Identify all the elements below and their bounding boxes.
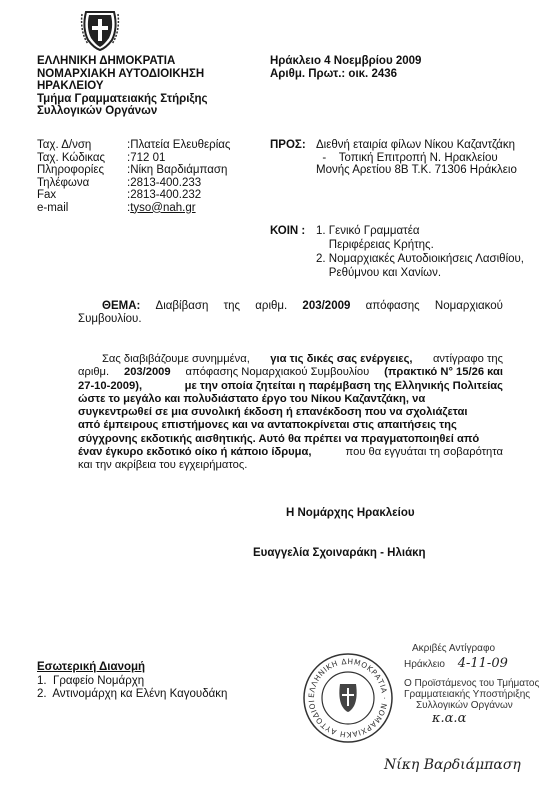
contact-info bbox=[37, 139, 230, 214]
svg-text:ΕΛΛΗΝΙΚΗ ΔΗΜΟΚΡΑΤΙΑ · ΝΟΜΑΡΧΙΑ: ΕΛΛΗΝΙΚΗ ΔΗΜΟΚΡΑΤΙΑ · ΝΟΜΑΡΧΙΑΚΗ ΑΥΤΟΔΙΟΙ bbox=[306, 656, 390, 740]
copy-line: Συλλογικών Οργάνων bbox=[416, 700, 513, 711]
subject-word: της bbox=[223, 300, 241, 312]
contact-value: :712 01 bbox=[127, 151, 166, 164]
body-text-bold: με την οποία ζητείται η παρέμβαση της Ελληνικής Πολιτείας bbox=[184, 379, 503, 392]
contact-label: Τηλέφωνα bbox=[37, 176, 90, 189]
subject-word: αριθμ. bbox=[255, 300, 288, 312]
body-text: απόφασης Νομαρχιακού Συμβουλίου bbox=[185, 366, 370, 379]
contact-row bbox=[37, 177, 230, 190]
document-date: Ηράκλειο 4 Νοεμβρίου 2009 bbox=[270, 55, 422, 67]
authority-line: ΗΡΑΚΛΕΙΟΥ bbox=[37, 80, 104, 92]
official-round-seal bbox=[302, 652, 394, 744]
authority-line: Συλλογικών Οργάνων bbox=[37, 105, 158, 117]
body-text-bold: 203/2009 bbox=[123, 366, 171, 379]
distribution-item: 2. Αντινομάρχη κα Ελένη Καγουδάκη bbox=[37, 688, 228, 700]
greek-coat-of-arms-icon bbox=[78, 6, 122, 52]
body-text-bold: (πρακτικό Ν° 15/26 και bbox=[384, 366, 503, 379]
cc-line: Περιφέρειας Κρήτης. bbox=[316, 239, 434, 251]
document-reference bbox=[270, 55, 421, 80]
letter-body bbox=[78, 353, 503, 473]
subject-word: απόφασης bbox=[365, 300, 420, 312]
body-line: και την ακρίβεια του εγχειρήματος. bbox=[78, 459, 248, 472]
recipient-block bbox=[270, 139, 517, 177]
contact-label: Ταχ. Δ/νση bbox=[37, 139, 92, 151]
contact-value: :2813-400.233 bbox=[127, 176, 202, 189]
authority-line: Τμήμα Γραμματειακής Στήριξης bbox=[37, 92, 208, 105]
contact-row bbox=[37, 202, 230, 215]
subject-line-2: Συμβουλίου. bbox=[78, 313, 142, 325]
body-text: αντίγραφο της bbox=[432, 353, 503, 365]
cc-line: Ρεθύμνου και Χανίων. bbox=[316, 267, 442, 279]
contact-row bbox=[37, 164, 230, 177]
recipient-label: ΠΡΟΣ: bbox=[270, 139, 306, 151]
internal-distribution bbox=[37, 661, 227, 702]
body-text: που θα εγγυάται τη σοβαρότητα bbox=[345, 446, 503, 459]
cc-block bbox=[270, 224, 524, 280]
email-prefix: : bbox=[127, 201, 131, 214]
decision-number: 203/2009 bbox=[302, 300, 351, 312]
body-line: συγκεντρωθεί σε μια συνολική έκδοση ή επανέκδοση που να σχολιάζεται bbox=[78, 406, 468, 419]
distribution-title: Εσωτερική Διανομή bbox=[37, 661, 146, 673]
contact-label: e-mail bbox=[37, 201, 69, 214]
copy-date-label: Ηράκλειο bbox=[404, 659, 445, 670]
signatory-title: Η Νομάρχης Ηρακλείου bbox=[286, 507, 415, 519]
subject-word: Νομαρχιακού bbox=[434, 300, 503, 312]
body-line: από έμπειρους επιστήμονες και να ανταποκρίνεται στις απαιτήσεις της bbox=[78, 419, 457, 432]
copy-line: Γραμματειακής Υποστήριξης bbox=[404, 689, 531, 700]
copy-date-row bbox=[404, 656, 539, 672]
recipient-line: Διεθνή εταιρία φίλων Νίκου Καζαντζάκη bbox=[316, 139, 515, 151]
copy-initials: κ.α.α bbox=[432, 711, 467, 726]
body-text-bold: 27-10-2009), bbox=[78, 379, 143, 392]
body-line: ώστε το μεγάλο και πολυδιάστατο έργο του Νίκου Καζαντζάκη, να bbox=[78, 392, 426, 405]
cc-line: 2. Νομαρχιακές Αυτοδιοικήσεις Λασιθίου, bbox=[316, 253, 525, 265]
contact-row bbox=[37, 189, 230, 202]
cc-line: 1. Γενικό Γραμματέα bbox=[316, 225, 420, 237]
email-link[interactable]: tyso@nah.gr bbox=[130, 201, 196, 214]
body-text: Σας διαβιβάζουμε συνημμένα, bbox=[102, 353, 250, 365]
copy-line: Ο Προϊστάμενος του Τμήματος bbox=[404, 678, 540, 689]
seal-graphic bbox=[302, 652, 394, 744]
body-text-bold: έναν έγκυρο εκδοτικό οίκο ή κάποιο ίδρυμα, bbox=[78, 446, 312, 459]
handwritten-signature-name: Νίκη Βαρδιάμπαση bbox=[384, 757, 521, 773]
contact-row bbox=[37, 152, 230, 165]
subject-label: ΘΕΜΑ: bbox=[102, 300, 141, 312]
protocol-number: Αριθμ. Πρωτ.: οικ. 2436 bbox=[270, 67, 398, 80]
contact-value: :Πλατεία Ελευθερίας bbox=[127, 139, 231, 151]
body-text-bold: για τις δικές σας ενέργειες, bbox=[270, 353, 413, 365]
distribution-item: 1. Γραφείο Νομάρχη bbox=[37, 674, 145, 687]
contact-value: :2813-400.232 bbox=[127, 189, 202, 201]
issuing-authority bbox=[37, 55, 208, 118]
contact-label: Fax bbox=[37, 189, 57, 201]
contact-label: Ταχ. Κώδικας bbox=[37, 151, 106, 164]
copy-line: Ακριβές Αντίγραφο bbox=[412, 643, 496, 654]
contact-value: :Νίκη Βαρδιάμπαση bbox=[127, 164, 228, 176]
certified-copy-stamp bbox=[404, 641, 539, 726]
authority-line: ΝΟΜΑΡΧΙΑΚΗ ΑΥΤΟΔΙΟΙΚΗΣΗ bbox=[37, 67, 205, 80]
cc-label: ΚΟΙΝ : bbox=[270, 225, 306, 237]
recipient-line: Μονής Αρετίου 8Β Τ.Κ. 71306 Ηράκλειο bbox=[316, 164, 517, 176]
recipient-line: - Τοπική Επιτροπή Ν. Ηρακλείου bbox=[316, 151, 498, 164]
subject-block bbox=[78, 300, 503, 326]
authority-line: ΕΛΛΗΝΙΚΗ ΔΗΜΟΚΡΑΤΙΑ bbox=[37, 55, 176, 67]
signatory-name: Ευαγγελία Σχοιναράκη - Ηλιάκη bbox=[253, 547, 426, 559]
contact-row bbox=[37, 139, 230, 152]
subject-word: Διαβίβαση bbox=[155, 300, 209, 312]
contact-label: Πληροφορίες bbox=[37, 164, 105, 176]
copy-date-handwritten: 4-11-09 bbox=[457, 656, 508, 671]
body-line: σύγχρονης εκδοτικής αισθητικής. Αυτό θα πρέπει να πραγματοποιηθεί από bbox=[78, 432, 480, 445]
body-text: αριθμ. bbox=[78, 366, 110, 379]
